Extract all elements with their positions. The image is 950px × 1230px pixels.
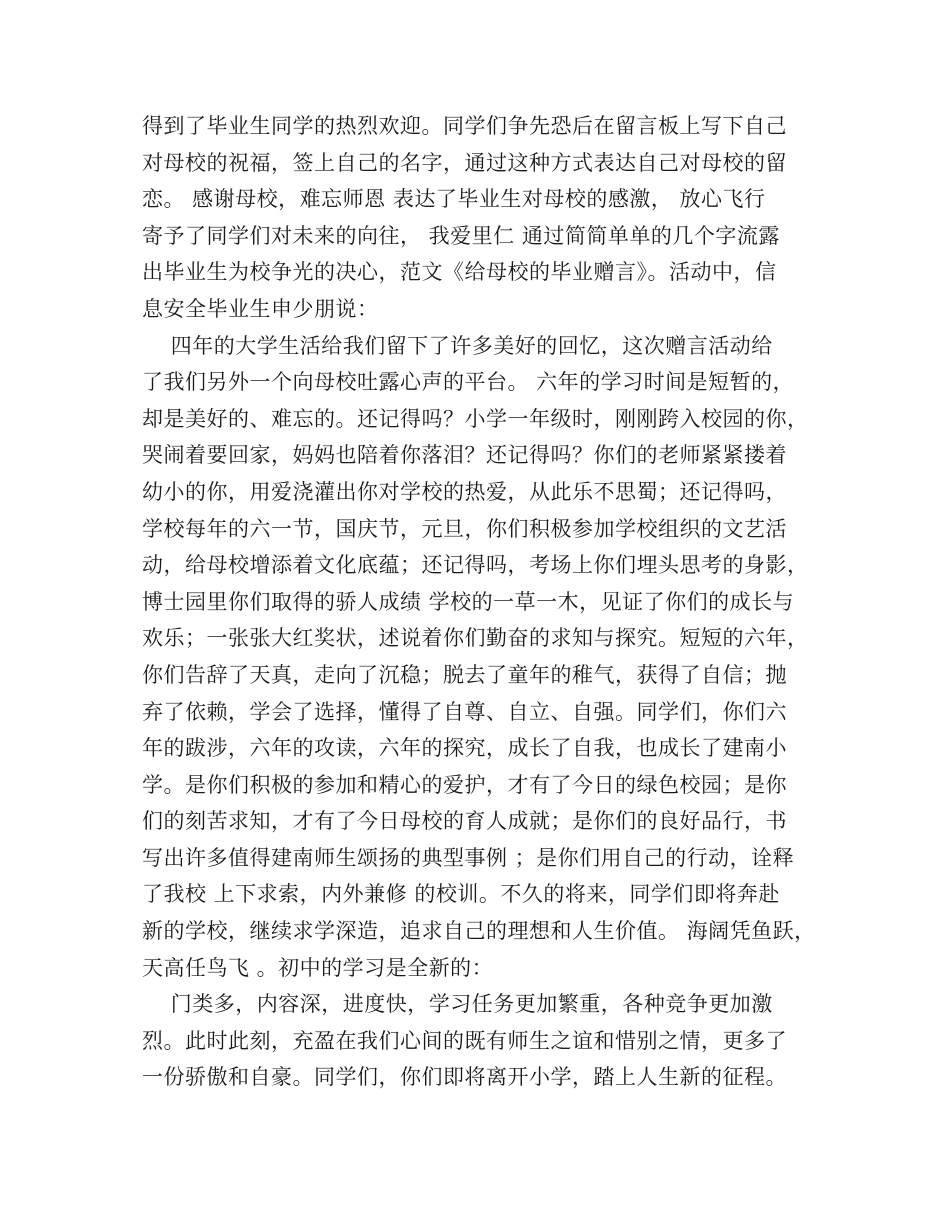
text-line: 哭闹着要回家，妈妈也陪着你落泪？还记得吗？你们的老师紧紧搂着 [142,443,787,468]
text-line: 你们告辞了天真，走向了沉稳；脱去了童年的稚气，获得了自信；抛 [142,662,787,687]
text-line: 弃了依赖，学会了选择，懂得了自尊、自立、自强。同学们，你们六 [142,699,787,724]
text-line: 了我校 上下求索，内外兼修 的校训。不久的将来，同学们即将奔赴 [142,882,780,907]
text-line: 欢乐；一张张大红奖状，述说着你们勤奋的求知与探究。短短的六年， [142,626,809,651]
text-line: 了我们另外一个向母校吐露心声的平台。 六年的学习时间是短暂的， [142,370,795,395]
text-line: 得到了毕业生同学的热烈欢迎。同学们争先恐后在留言板上写下自己 [142,114,787,138]
text-line: 息安全毕业生申少朋说： [142,296,379,321]
text-line: 寄予了同学们对未来的向往， 我爱里仁 通过简简单单的几个字流露 [142,223,780,248]
text-line: 学校每年的六一节，国庆节，元旦，你们积极参加学校组织的文艺活 [142,516,787,541]
text-line: 博士园里你们取得的骄人成绩 学校的一草一木，见证了你们的成长与 [142,589,795,614]
text-line: 却是美好的、难忘的。还记得吗？小学一年级时，刚刚跨入校园的你， [142,406,809,431]
text-line: 幼小的你，用爱浇灌出你对学校的热爱，从此乐不思蜀；还记得吗， [142,479,787,504]
text-line: 天高任鸟飞 。初中的学习是全新的： [142,955,494,980]
text-line: 出毕业生为校争光的决心，范文《给母校的毕业赠言》。活动中，信 [142,260,777,285]
text-line: 们的刻苦求知，才有了今日母校的育人成就；是你们的良好品行，书 [142,809,787,834]
text-line: 写出许多值得建南师生颂扬的典型事例 ；是你们用自己的行动，诠释 [142,845,795,870]
text-line: 年的跋涉，六年的攻读，六年的探究，成长了自我，也成长了建南小 [142,736,787,761]
text-line: 烈。此时此刻，充盈在我们心间的既有师生之谊和惜别之情，更多了 [142,1028,787,1053]
text-line: 门类多，内容深，进度快，学习任务更加繁重，各种竞争更加激 [142,992,773,1017]
document-body [142,108,822,1096]
text-line: 新的学校，继续求学深造，追求自己的理想和人生价值。 海阔凭鱼跃， [142,919,816,944]
text-line: 四年的大学生活给我们留下了许多美好的回忆，这次赠言活动给 [142,333,773,358]
text-line: 恋。 感谢母校，难忘师恩 表达了毕业生对母校的感激， 放心飞行 [142,187,766,212]
text-line: 一份骄傲和自豪。同学们，你们即将离开小学，踏上人生新的征程。 [142,1065,787,1090]
text-line: 学。是你们积极的参加和精心的爱护，才有了今日的绿色校园；是你 [142,772,787,797]
text-line: 动，给母校增添着文化底蕴；还记得吗，考场上你们埋头思考的身影， [142,553,809,578]
text-line: 对母校的祝福，签上自己的名字，通过这种方式表达自己对母校的留 [142,150,787,175]
